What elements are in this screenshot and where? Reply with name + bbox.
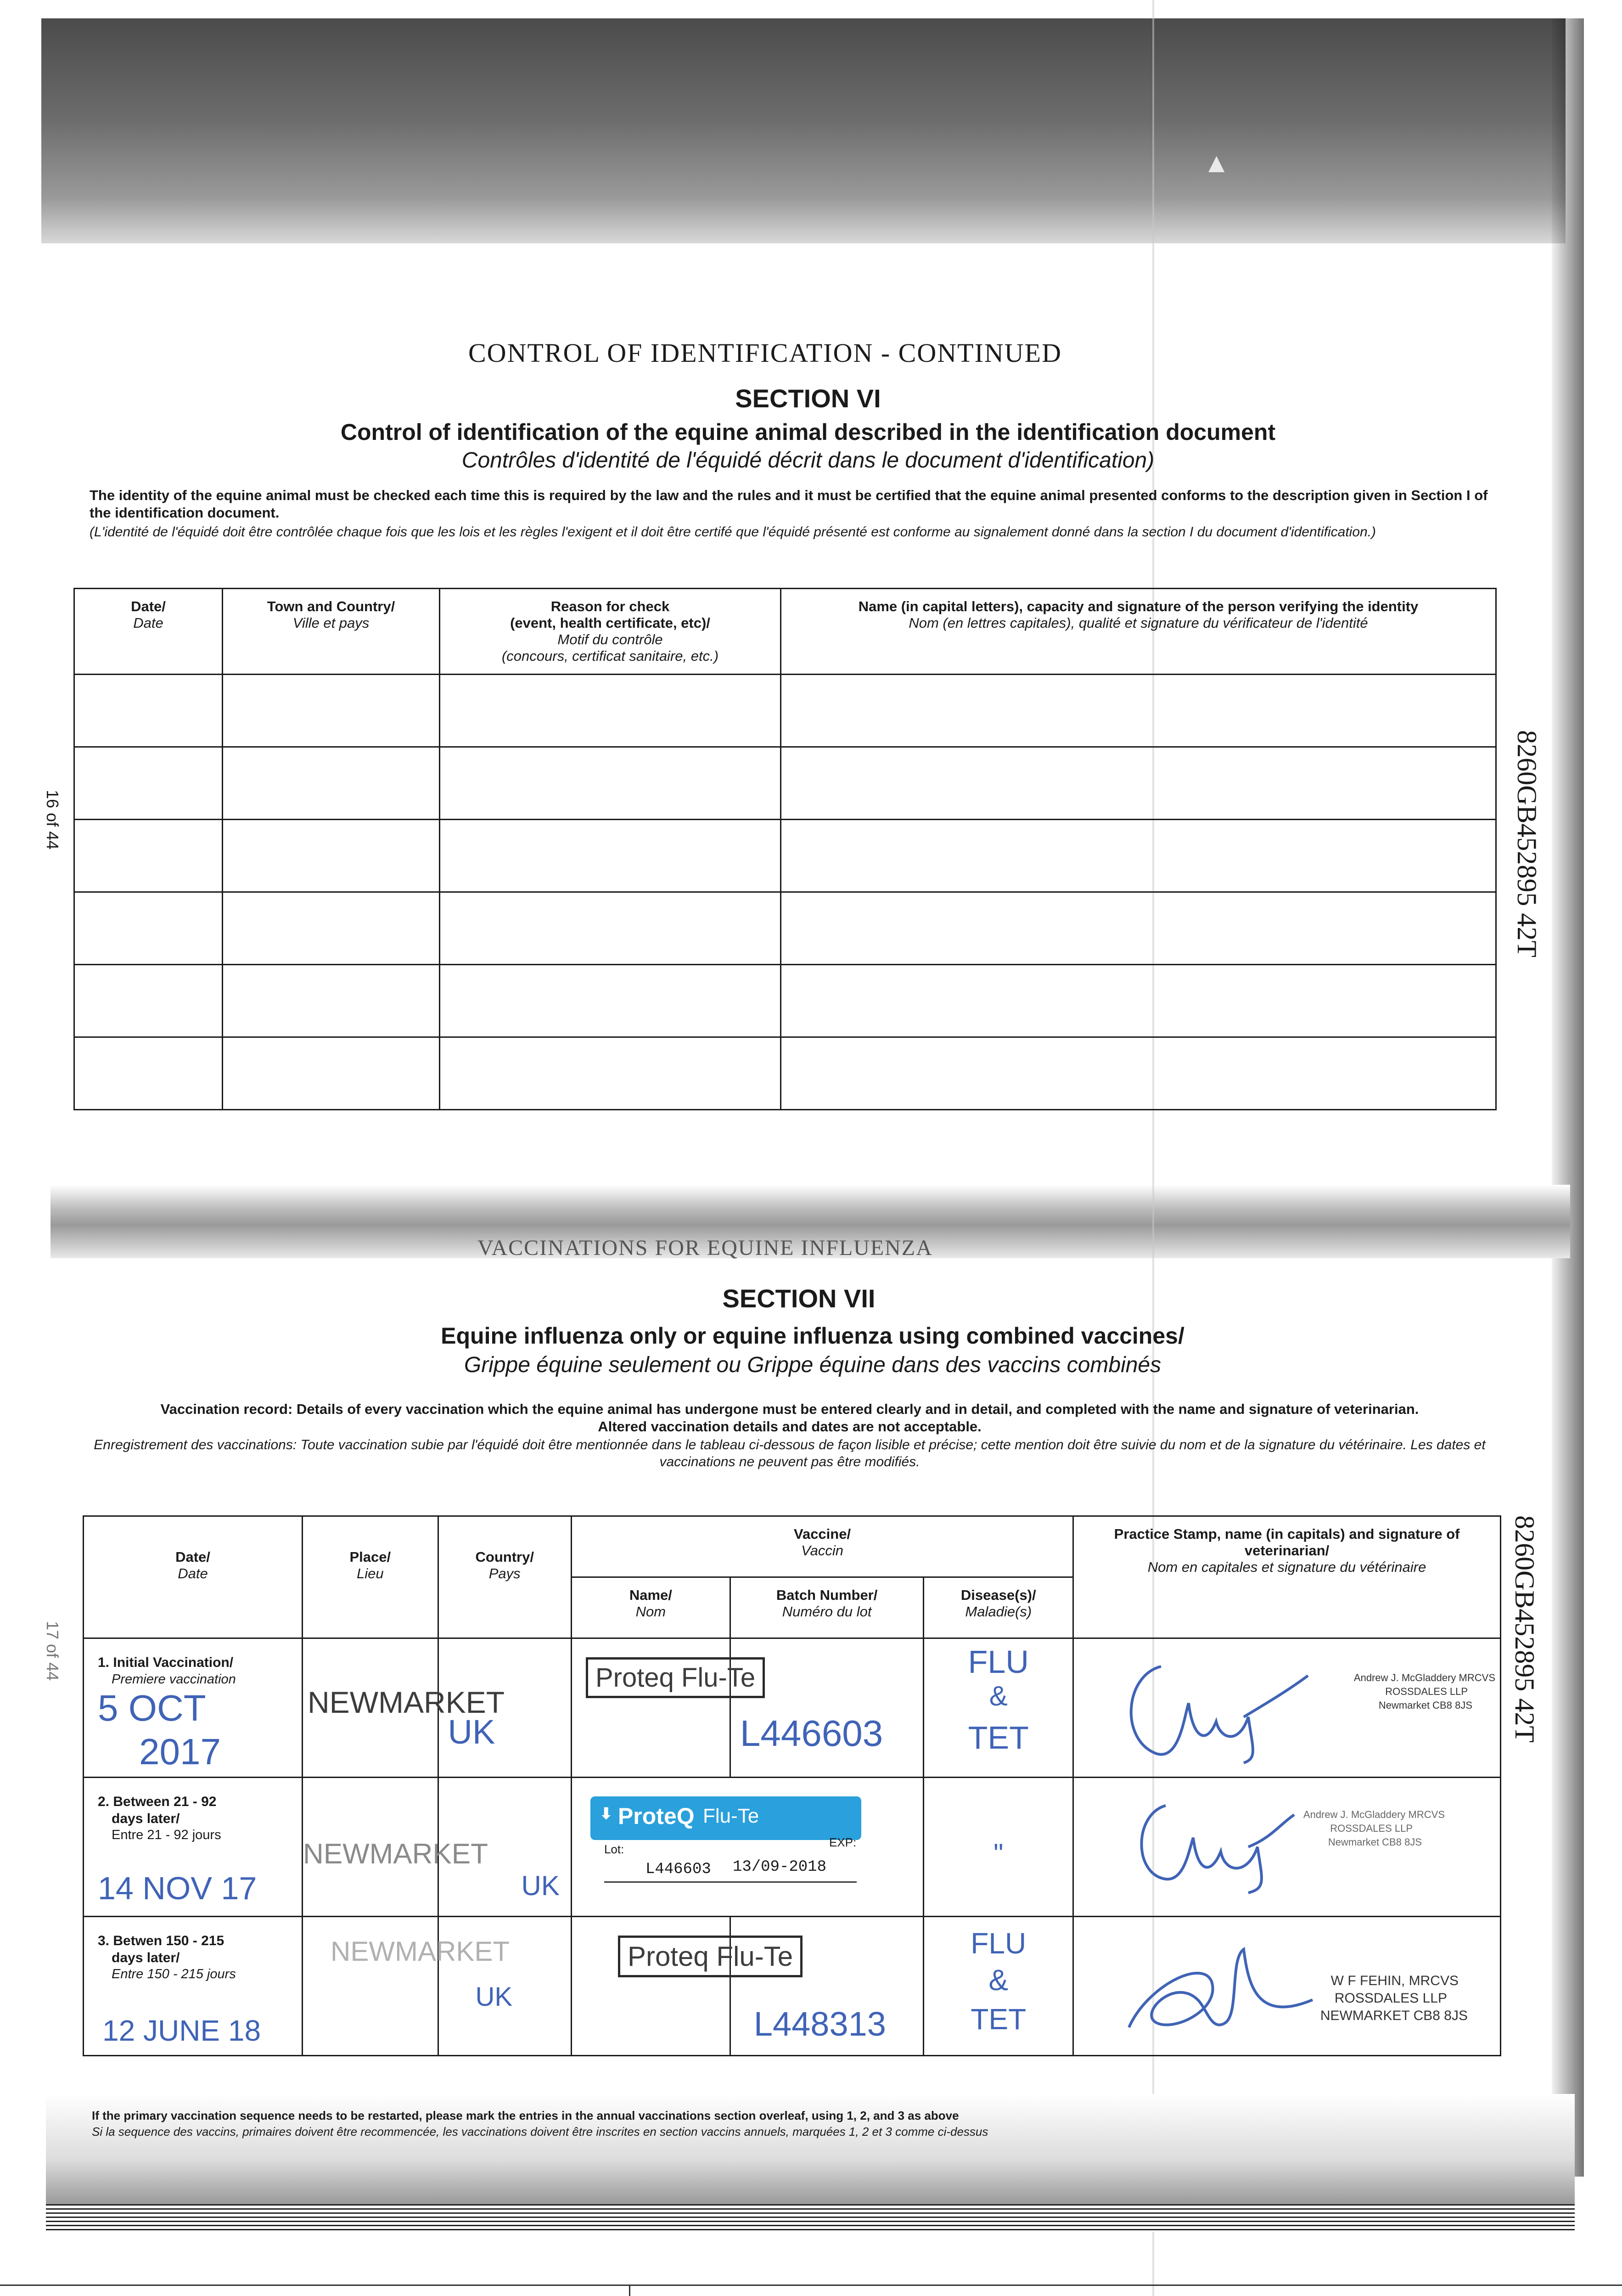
vet-stamp-name: Andrew J. McGladdery MRCVS (1353, 1672, 1495, 1683)
handwritten-country: UK (448, 1713, 495, 1751)
table-row (74, 820, 1496, 892)
table-row (84, 1778, 1501, 1917)
batch-cell (730, 1638, 924, 1778)
handwritten-date: 12 JUNE 18 (102, 2014, 261, 2047)
section7-title: SECTION VII (722, 1284, 876, 1313)
footnote-en: If the primary vaccination sequence needs to be restarted, please mark the entries in the annual vaccinations section overleaf, using 1, 2, and 3 as above (92, 2109, 959, 2122)
vet-stamp-name: Andrew J. McGladdery MRCVS (1303, 1809, 1445, 1820)
country-cell (438, 1917, 571, 2056)
footnote-fr: Si la sequence des vaccins, primaires doivent être recommencée, les vaccinations doivent être inscrites en section vaccins annuels, marquées 1, 2 et 3 comme ci-dessus (92, 2125, 988, 2138)
section7-subtitle-en: Equine influenza only or equine influenza using combined vaccines/ (441, 1323, 1184, 1349)
vet-stamp-practice: ROSSDALES LLP (1330, 1823, 1413, 1834)
label-underline (604, 1881, 857, 1883)
date-cell: 3. Betwen 150 - 215 days later/ Entre 150 - 215 jours 12 JUNE 18 (84, 1917, 303, 2056)
col-vaccine-name: Name/ Nom (571, 1577, 730, 1638)
col-practice-stamp: Practice Stamp, name (in capitals) and signature of veterinarian/ Nom en capitales et signature du vétérinaire (1073, 1516, 1501, 1638)
scan-border (0, 2285, 1622, 2286)
passport-id-lower: 8260GB452895 42T (1510, 1515, 1540, 1743)
vet-stamp-name: W F FEHIN, MRCVS (1330, 1973, 1459, 1988)
emblem-icon: ▲ (1203, 147, 1230, 178)
handwritten-date: 14 NOV 17 (98, 1870, 257, 1906)
section7-heading: VACCINATIONS FOR EQUINE INFLUENZA (477, 1236, 933, 1260)
table-row (84, 1638, 1501, 1778)
section7-subtitle-fr: Grippe équine seulement ou Grippe équine dans des vaccins combinés (464, 1353, 1162, 1377)
place-stamp: NEWMARKET (308, 1685, 505, 1719)
passport-id-upper: 8260GB452895 42T (1512, 730, 1542, 957)
place-stamp: NEWMARKET (331, 1936, 510, 1967)
col-verifier: Name (in capital letters), capacity and signature of the person verifying the identity Nom (en lettres capitales), qualité et signature du vérificateur de l'identité (781, 589, 1496, 675)
section7-intro-en: Vaccination record: Details of every vaccination which the equine animal has undergone must be entered clearly and in detail, and completed with the name and signature of veterinarian. (160, 1401, 1419, 1417)
section7-intro-fr: Enregistrement des vaccinations: Toute vaccination subie par l'équidé doit être mentionnée dans le tableau ci-dessous de façon lisible et précise; cette mention doit être suivie du nom et de la signature du vétérinaire. Les dates et vaccinations ne peuvent pas être modifiés. (94, 1437, 1486, 1469)
identification-checks-table (73, 588, 1497, 1110)
section7-intro-en-2: Altered vaccination details and dates are not acceptable. (598, 1418, 982, 1435)
disease-cell: FLU & TET (924, 1917, 1073, 2056)
handwritten-country: UK (521, 1870, 560, 1901)
vet-signature (1120, 1931, 1317, 2046)
expiry-date: 13/09-2018 (732, 1858, 826, 1876)
page-number: 16 of 44 (43, 790, 62, 850)
drop-icon: ⬇ (599, 1805, 613, 1823)
date-cell: 2. Between 21 - 92 days later/ Entre 21 - 92 jours 14 NOV 17 (84, 1778, 303, 1917)
vaccine-name-cell (571, 1638, 756, 1778)
section6-heading: CONTROL OF IDENTIFICATION - CONTINUED (468, 338, 1062, 368)
disease-cell: FLU & TET (924, 1638, 1073, 1778)
handwritten-year: 2017 (139, 1731, 221, 1772)
col-town-country: Town and Country/ Ville et pays (223, 589, 440, 675)
country-cell (438, 1638, 571, 1778)
vet-stamp-address: Newmarket CB8 8JS (1378, 1699, 1472, 1711)
vet-signature (1106, 1648, 1313, 1767)
section6-subtitle-en: Control of identification of the equine animal described in the identification document (340, 419, 1276, 445)
vaccine-label-cell: ⬇ ProteQ Flu-Te Lot: EXP: L446603 13/09-2018 (571, 1778, 923, 1917)
lot-number: L446603 (645, 1861, 711, 1878)
handwritten-batch: L448313 (753, 2005, 886, 2043)
vaccine-name-cell (571, 1917, 793, 2056)
page-edges (46, 2204, 1575, 2232)
handwritten-date: 5 OCT (98, 1688, 206, 1728)
col-diseases: Disease(s)/ Maladie(s) (924, 1577, 1073, 1638)
table-row (74, 965, 1496, 1037)
country-cell (438, 1778, 571, 1917)
practice-stamp-cell (1073, 1638, 1501, 1778)
handwritten-batch: L446603 (740, 1713, 883, 1754)
vet-stamp-address: Newmarket CB8 8JS (1328, 1836, 1422, 1848)
batch-cell (730, 1917, 924, 2056)
handwritten-country: UK (475, 1982, 513, 2012)
place-cell (303, 1778, 488, 1917)
table-row (74, 675, 1496, 747)
col-vaccine: Vaccine/ Vaccin (571, 1516, 1073, 1577)
vet-signature (1115, 1787, 1299, 1897)
vet-stamp-practice: ROSSDALES LLP (1334, 1991, 1447, 2006)
date-cell: 1. Initial Vaccination/ Premiere vaccination 5 OCT 2017 (84, 1638, 303, 1778)
table-row (74, 747, 1496, 820)
scan-shadow-right (1552, 18, 1584, 2177)
ditto-mark: " (993, 1838, 1004, 1869)
col-batch-number: Batch Number/ Numéro du lot (730, 1577, 924, 1638)
section6-intro-fr: (L'identité de l'équidé doit être contrôlée chaque fois que les lois et les règles l'exigent et il doit être certifé que l'équidé présenté est conforme au signalement donné dans la section I du document d'identification.) (90, 524, 1376, 540)
col-reason: Reason for check (event, health certificate, etc)/ Motif du contrôle (concours, certificat sanitaire, etc.) (440, 589, 781, 675)
col-date: Date/ Date (84, 1516, 303, 1638)
section6-title: SECTION VI (735, 384, 881, 413)
vet-stamp-address: NEWMARKET CB8 8JS (1320, 2008, 1468, 2023)
vet-stamp-practice: ROSSDALES LLP (1385, 1686, 1468, 1697)
place-stamp: NEWMARKET (303, 1838, 488, 1870)
section6-intro-en: The identity of the equine animal must be checked each time this is required by the law and the rules and it must be certified that the equine animal presented conforms to the description given in Section I of the identification document. (90, 487, 1488, 521)
table-row (74, 1037, 1496, 1110)
vaccine-stamp: Proteq Flu-Te (586, 1657, 765, 1698)
vaccination-table (83, 1515, 1501, 2056)
vaccine-label: ⬇ ProteQ Flu-Te (590, 1796, 861, 1840)
col-place: Place/ Lieu (303, 1516, 438, 1638)
vaccine-stamp: Proteq Flu-Te (618, 1936, 803, 1977)
scan-shadow-top (41, 18, 1566, 243)
practice-stamp-cell (1073, 1917, 1501, 2056)
col-country: Country/ Pays (438, 1516, 571, 1638)
disease-cell (924, 1778, 1073, 1917)
table-row (74, 892, 1496, 965)
page-number-next: 17 of 44 (43, 1621, 62, 1681)
col-date: Date/ Date (74, 589, 223, 675)
scan-border-tick (629, 2285, 630, 2296)
table-row (84, 1917, 1501, 2056)
practice-stamp-cell (1073, 1778, 1501, 1917)
section6-subtitle-fr: Contrôles d'identité de l'équidé décrit dans le document d'identification) (461, 448, 1155, 473)
